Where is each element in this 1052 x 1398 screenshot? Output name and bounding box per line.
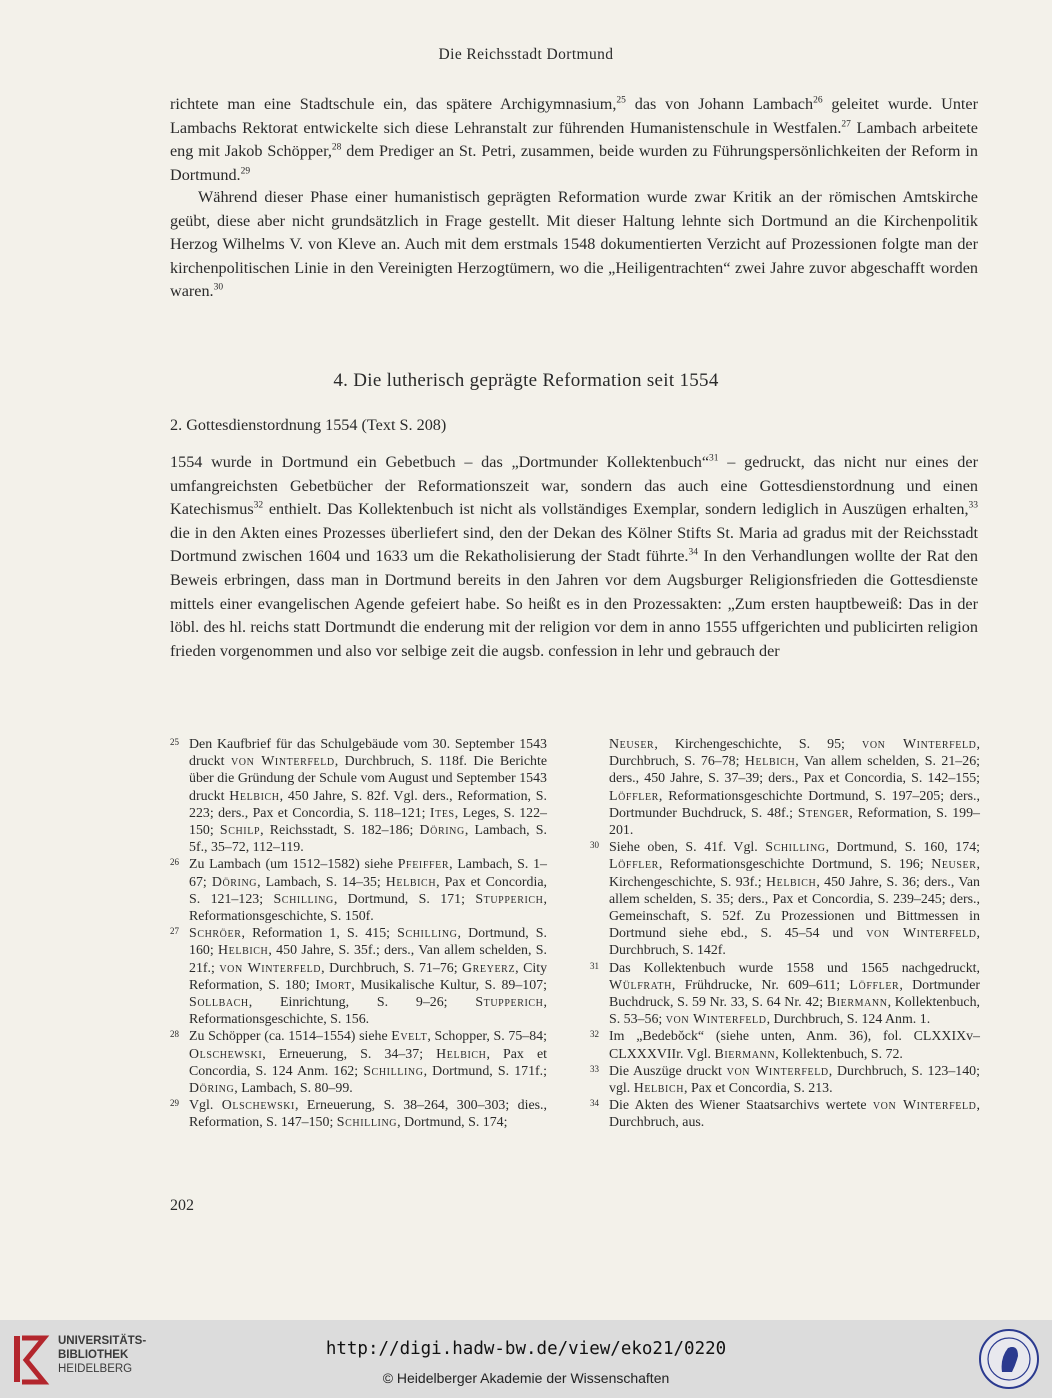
footnote-29-cont: Neuser, Kirchengeschichte, S. 95; von Winterfeld, Durchbruch, S. 76–78; Helbich, Van allem schelden, S. 21–26; ders., 450 Jahre, S. 37–39; ders., Pax et Concordia, S. 142–155; Löffler, Reformationsgeschichte Dortmund, S. 197–205; ders., Dortmunder Buchdruck, S. 48f.; Stenger, Reformation, S. 199–201.	[609, 737, 980, 839]
paragraph-3: 1554 wurde in Dortmund ein Gebetbuch – das „Dortmunder Kollektenbuch“$^{31}$ – gedruckt, das nicht nur eines der umfangreichsten Gebetbücher der Reformationszeit war, sondern das auch eine Gottesdienstordnung und einen Katechismus$^{32}$ enthielt. Das Kollektenbuch ist nicht als vollständiges Exemplar, sondern lediglich in Auszügen erhalten,$^{33}$ die in den Akten eines Prozesses überliefert sind, den der Dekan des Kölner Stifts St. Maria ad gradus mit der Reichsstadt Dortmund zwischen 1604 und 1633 um die Rekatholisierung der Stadt führte.$^{34}$ In den Verhandlungen wollte der Rat den Beweis erbringen, dass man in Dortmund bereits in den Jahren vor dem Augsburger Religionsfrieden die Gottesdienste mittels einer evangelischen Agende gefeiert habe. So heißt es in den Prozessakten: „Zum ersten hauptbeweiß: Das in der löbl. des hl. reichs statt Dortmundt die enderung mit der religion vor dem in anno 1555 uffgerichten und publicirten religion frieden vorgenommen und also vor selbige zeit die augsb. confession in lehr und gebrauch der	[170, 453, 978, 660]
footnote-ref[interactable]: 31	[709, 453, 719, 464]
footnote-29: 29 Vgl. Olschewski, Erneuerung, S. 38–264, 300–303; dies., Reformation, S. 147–150; Schilling, Dortmund, S. 174;	[170, 1098, 547, 1131]
footnote-ref[interactable]: 27	[841, 119, 851, 130]
section-heading: 4. Die lutherisch geprägte Reformation seit 1554	[333, 370, 719, 391]
subheading: 2. Gottesdienstordnung 1554 (Text S. 208)	[170, 416, 447, 434]
paragraph-1: richtete man eine Stadtschule ein, das spätere Archigymnasium,$^{25}$ das von Johann Lambach$^{26}$ geleitet wurde. Unter Lambachs Rektorat entwickelte sich diese Lehranstalt zur führenden Humanistenschule in Westfalen.$^{27}$ Lambach arbeitete eng mit Jakob Schöpper,$^{28}$ dem Prediger an St. Petri, zusammen, beide wurden zu Führungspersönlichkeiten der Reform in Dortmund.$^{29}$	[170, 95, 979, 184]
running-head: Die Reichsstadt Dortmund	[438, 46, 614, 63]
footnote-25: 25 Den Kaufbrief für das Schulgebäude vom 30. September 1543 druckt von Winterfeld, Durchbruch, S. 118f. Die Berichte über die Gründung der Schule vom August und September 1543 druckt Helbich, 450 Jahre, S. 82f. Vgl. ders., Reformation, S. 223; ders., Pax et Concordia, S. 118–121; Ites, Leges, S. 122–150; Schilp, Reichsstadt, S. 182–186; Döring, Lambach, S. 5f., 35–72, 112–119.	[170, 737, 548, 856]
footnote-34: 34 Die Akten des Wiener Staatsarchivs wertete von Winterfeld, Durchbruch, aus.	[590, 1098, 980, 1131]
paragraph-2: Während dieser Phase einer humanistisch geprägten Reformation wurde zwar Kritik an der römischen Amtskirche geübt, diese aber nicht grundsätzlich in Frage gestellt. Mit dieser Haltung lehnte sich Dortmund an die Kirchenpolitik Herzog Wilhelms V. von Kleve an. Auch mit dem erstmals 1548 dokumentierten Verzicht auf Prozessionen folgte man der kirchenpolitischen Linie in den Vereinigten Herzogtümern, wo die „Heiligentrachten“ zwei Jahre zuvor abgeschafft worden waren.$^{30}$	[170, 188, 978, 301]
page-number: 202	[170, 1197, 194, 1214]
footnote-30: 30 Siehe oben, S. 41f. Vgl. Schilling, Dortmund, S. 160, 174; Löffler, Reformationsgeschichte Dortmund, S. 196; Neuser, Kirchengeschichte, S. 93f.; Helbich, 450 Jahre, S. 36; ders., Van allem schelden, S. 35; ders., Pax et Concordia, S. 239–245; ders., Gemeinschaft, S. 52f. Zu Prozessionen und Bittmessen in Dortmund siehe ebd., S. 45–54 und von Winterfeld, Durchbruch, S. 142f.	[590, 840, 981, 959]
footnote-ref[interactable]: 30	[213, 282, 224, 293]
permalink-url[interactable]: http://digi.hadw-bw.de/view/eko21/0220	[325, 1339, 727, 1359]
footnote-ref[interactable]: 34	[688, 547, 698, 558]
footnote-ref[interactable]: 28	[331, 142, 342, 153]
footnote-ref[interactable]: 29	[240, 166, 251, 177]
library-name[interactable]: UNIVERSITÄTS- BIBLIOTHEK HEIDELBERG	[58, 1335, 147, 1375]
footnote-31: 31 Das Kollektenbuch wurde 1558 und 1565 nachgedruckt, Wülfrath, Frühdrucke, Nr. 609–611; Löffler, Dortmunder Buchdruck, S. 59 Nr. 33, S. 64 Nr. 42; Biermann, Kollektenbuch, S. 53–56; von Winterfeld, Durchbruch, S. 124 Anm. 1.	[590, 960, 980, 1028]
footnote-ref[interactable]: 33	[968, 500, 978, 511]
footnote-32: 32 Im „Bedebŏck“ (siehe unten, Anm. 36), fol. CLXXIXv–CLXXXVIIr. Vgl. Biermann, Kollektenbuch, S. 72.	[590, 1029, 980, 1062]
academy-seal-icon[interactable]	[978, 1328, 1040, 1390]
footnote-27: 27 Schröer, Reformation 1, S. 415; Schilling, Dortmund, S. 160; Helbich, 450 Jahre, S. 35f.; ders., Van allem schelden, S. 21f.; von Winterfeld, Durchbruch, S. 71–76; Greyerz, City Reformation, S. 180; Imort, Musikalische Kultur, S. 89–107; Sollbach, Einrichtung, S. 9–26; Stupperich, Reformationsgeschichte, S. 156.	[170, 926, 548, 1028]
footnotes-right-column	[590, 736, 980, 1132]
footnote-33: 33 Die Auszüge druckt von Winterfeld, Durchbruch, S. 123–140; vgl. Helbich, Pax et Concordia, S. 213.	[590, 1063, 980, 1097]
footnote-ref[interactable]: 26	[813, 95, 823, 106]
footnote-ref[interactable]: 25	[616, 95, 626, 106]
viewer-footer	[0, 1320, 1052, 1398]
footnote-ref[interactable]: 32	[253, 500, 264, 511]
footnote-28: 28 Zu Schöpper (ca. 1514–1554) siehe Evelt, Schopper, S. 75–84; Olschewski, Erneuerung, S. 34–37; Helbich, Pax et Concordia, S. 124 Anm. 162; Schilling, Dortmund, S. 171f.; Döring, Lambach, S. 80–99.	[170, 1029, 547, 1097]
footnote-26: 26 Zu Lambach (um 1512–1582) siehe Pfeiffer, Lambach, S. 1–67; Döring, Lambach, S. 14–35; Helbich, Pax et Concordia, S. 121–123; Schilling, Dortmund, S. 171; Stupperich, Reformationsgeschichte, S. 150f.	[170, 857, 548, 925]
copyright-notice: © Heidelberger Akademie der Wissenschaften	[382, 1370, 670, 1386]
footnotes-left-column	[170, 736, 547, 1132]
